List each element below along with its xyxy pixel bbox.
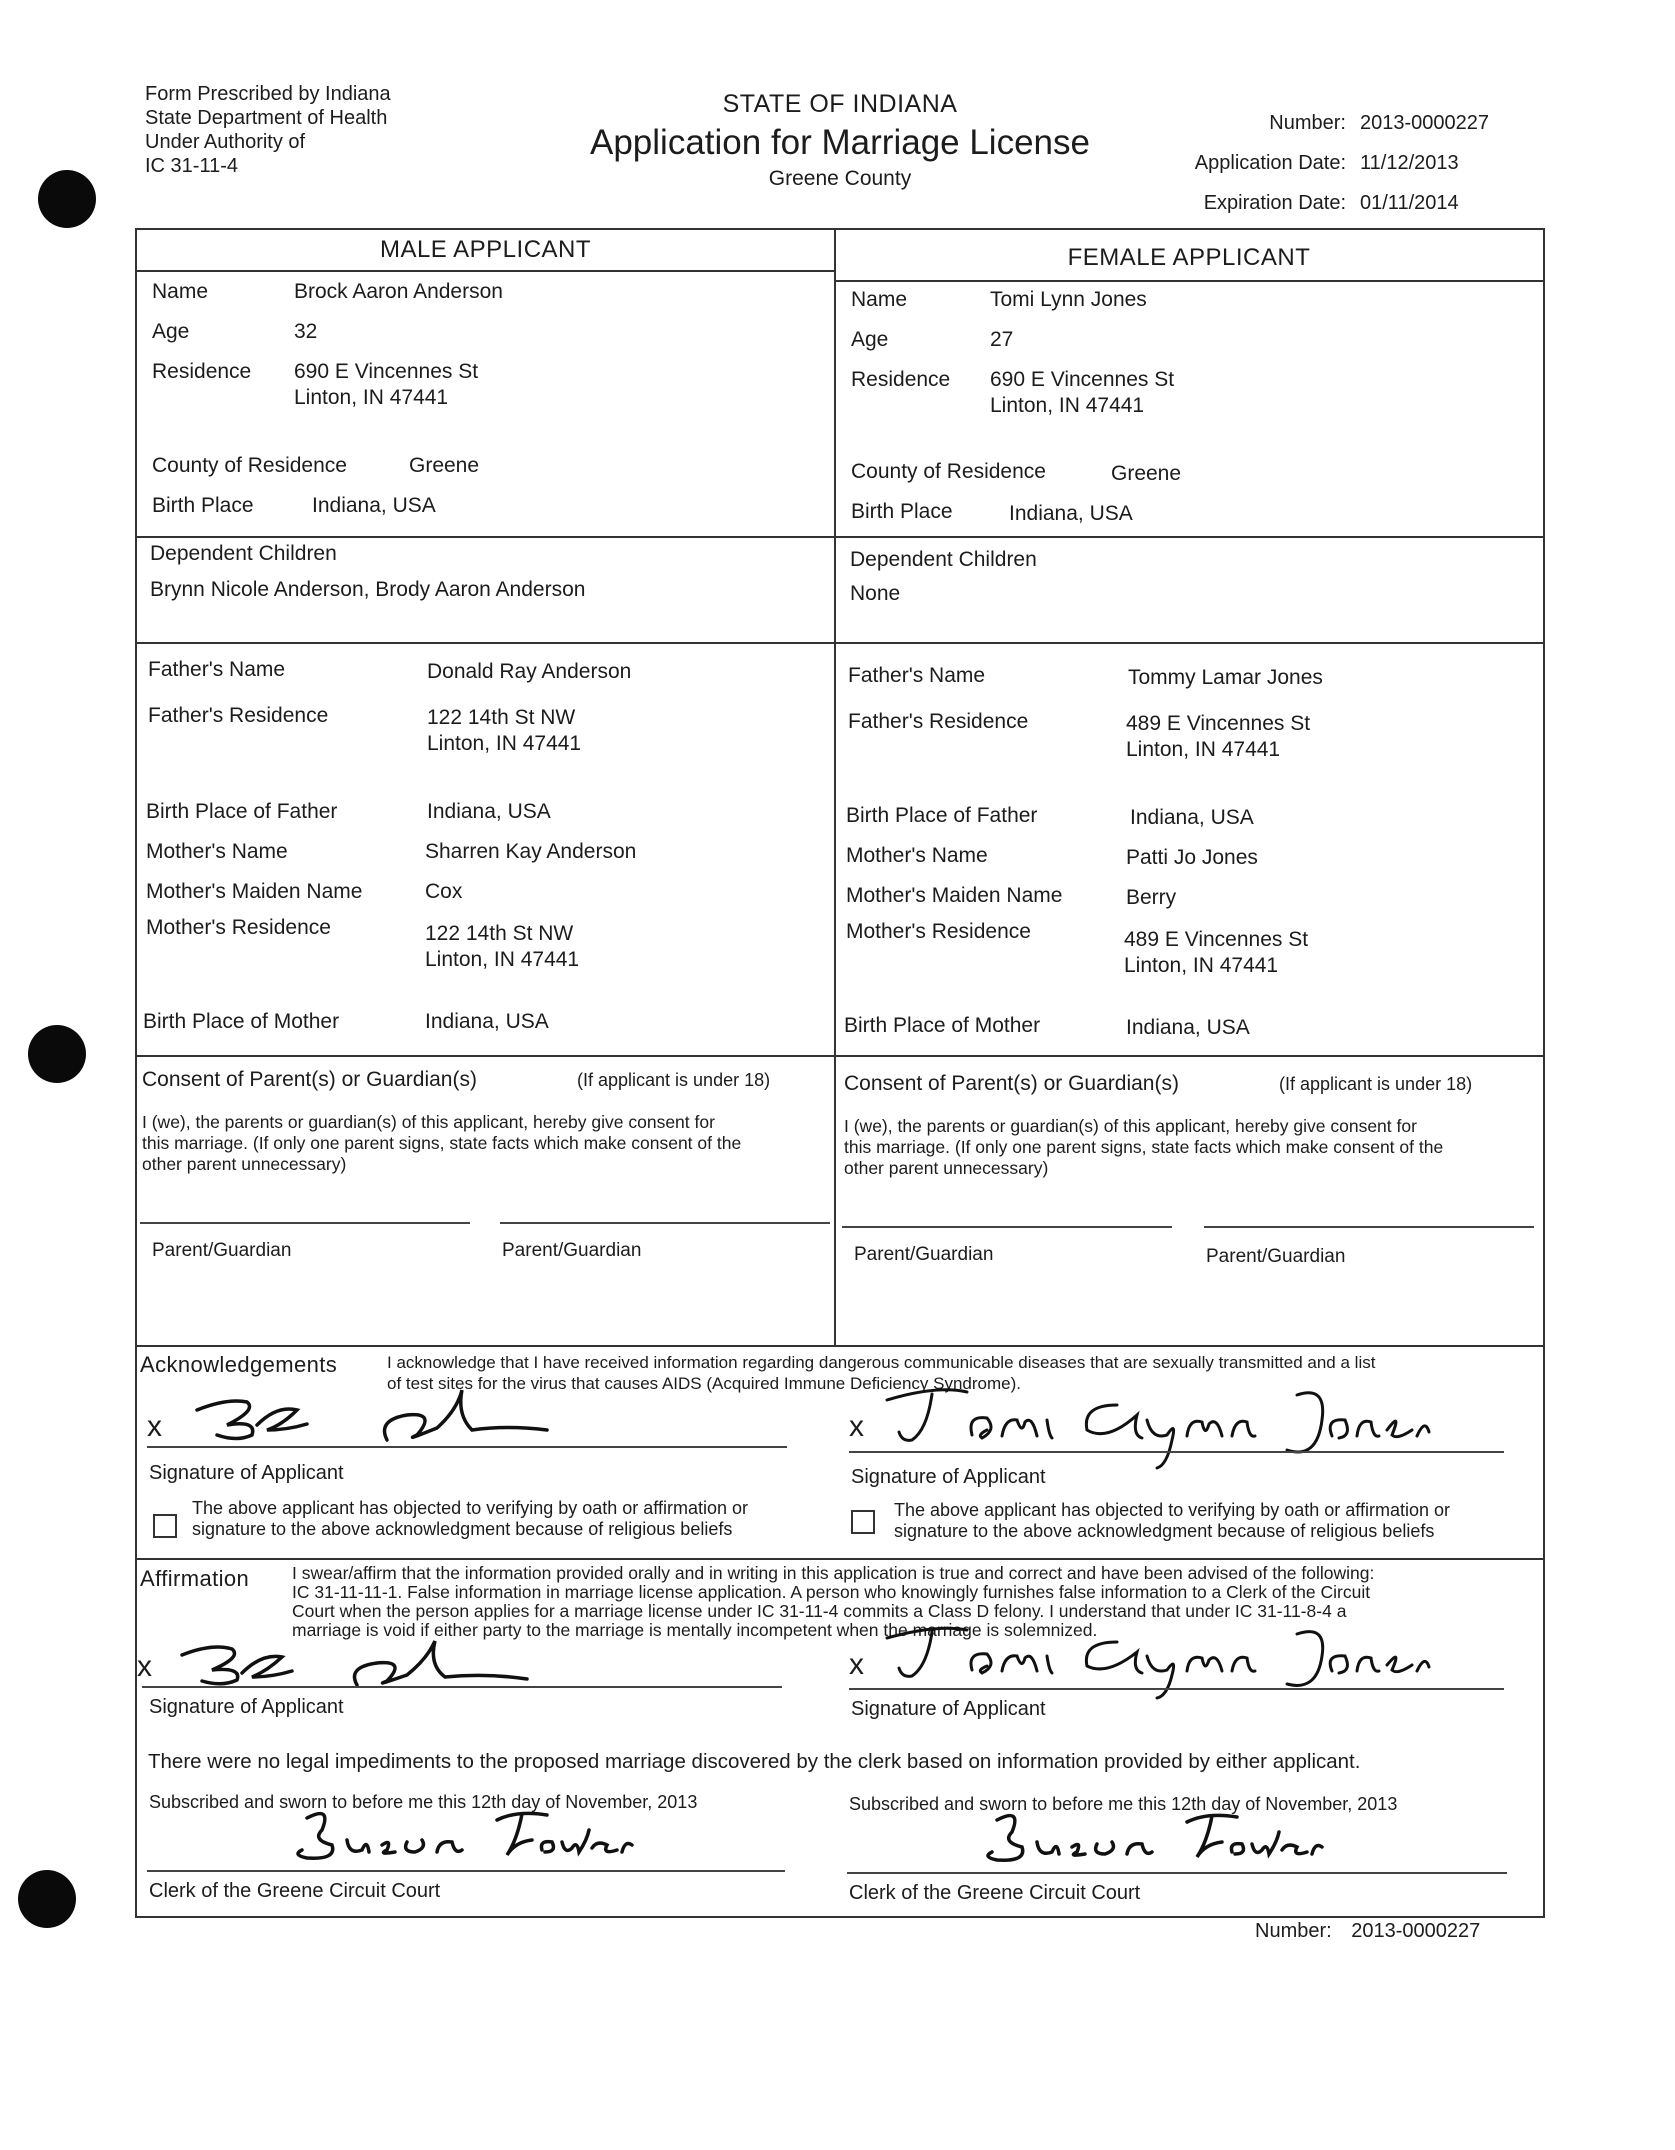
ack-text-line: of test sites for the virus that causes AIDS (Acquired Immune Deficiency Syndrome). bbox=[387, 1374, 1021, 1393]
female-birth-place-father: Indiana, USA bbox=[1130, 806, 1254, 829]
male-residence-line2: Linton, IN 47441 bbox=[294, 386, 449, 409]
form-line: Under Authority of bbox=[145, 131, 306, 153]
female-ack-signature-line bbox=[849, 1451, 1504, 1453]
male-ack-x-mark: x bbox=[147, 1410, 162, 1443]
affirmation-text-line: IC 31-11-11-1. False information in marriage license application. A person who knowingly furnishes false information to a Clerk of the Circuit bbox=[292, 1582, 1371, 1602]
affirmation-text-line: I swear/affirm that the information provided orally and in writing in this application is true and correct and have been advised of the following: bbox=[292, 1563, 1375, 1583]
male-fathers-residence-line2: Linton, IN 47441 bbox=[427, 732, 582, 755]
form-line: IC 31-11-4 bbox=[145, 155, 239, 177]
male-birth-place-father: Indiana, USA bbox=[427, 800, 551, 823]
female-mothers-residence-line2: Linton, IN 47441 bbox=[1124, 954, 1279, 977]
male-ack-signature-line bbox=[147, 1446, 787, 1448]
female-mothers-residence-label: Mother's Residence bbox=[846, 920, 1031, 943]
female-clerk-signature bbox=[967, 1802, 1327, 1872]
female-objection-checkbox[interactable] bbox=[851, 1510, 875, 1534]
female-mothers-maiden-name-label: Mother's Maiden Name bbox=[846, 884, 1063, 907]
male-dependent-children: Brynn Nicole Anderson, Brody Aaron Anderson bbox=[150, 578, 586, 601]
male-applicant-heading: MALE APPLICANT bbox=[379, 236, 592, 263]
male-mothers-residence-line2: Linton, IN 47441 bbox=[425, 948, 580, 971]
heading-rule-female bbox=[834, 280, 1544, 282]
male-parent-signature-line-1 bbox=[140, 1222, 470, 1224]
female-fathers-name-label: Father's Name bbox=[848, 664, 986, 687]
female-fathers-name: Tommy Lamar Jones bbox=[1128, 666, 1323, 689]
heading-rule bbox=[137, 270, 834, 272]
male-ack-signature-label: Signature of Applicant bbox=[149, 1462, 344, 1484]
county-name: Greene County bbox=[768, 167, 912, 190]
female-parent-signature-line-2 bbox=[1204, 1226, 1534, 1228]
female-ack-x-mark: x bbox=[849, 1410, 864, 1443]
female-subscribed-text: Subscribed and sworn to before me this 12th day of November, 2013 bbox=[849, 1794, 1398, 1814]
parents-rule bbox=[137, 642, 1543, 644]
consent-text-line: this marriage. (If only one parent signs, state facts which make consent of the bbox=[844, 1137, 1444, 1157]
number-label: Number: bbox=[1269, 111, 1346, 134]
female-ack-signature bbox=[877, 1380, 1437, 1470]
consent-text-line: other parent unnecessary) bbox=[844, 1158, 1049, 1178]
female-mothers-maiden-name: Berry bbox=[1126, 886, 1177, 909]
male-aff-signature-line bbox=[142, 1686, 782, 1688]
male-consent-text bbox=[142, 1112, 741, 1175]
male-consent-note: (If applicant is under 18) bbox=[577, 1070, 771, 1090]
female-birth-place-label: Birth Place bbox=[851, 500, 953, 523]
male-parent-guardian-label-1: Parent/Guardian bbox=[152, 1240, 292, 1261]
female-name: Tomi Lynn Jones bbox=[990, 288, 1147, 311]
male-consent-title: Consent of Parent(s) or Guardian(s) bbox=[142, 1068, 477, 1091]
female-aff-x-mark: x bbox=[849, 1648, 864, 1681]
female-residence-line1: 690 E Vincennes St bbox=[990, 368, 1175, 391]
consent-text-line: this marriage. (If only one parent signs, state facts which make consent of the bbox=[142, 1133, 742, 1153]
female-consent-title: Consent of Parent(s) or Guardian(s) bbox=[844, 1072, 1179, 1095]
footer-number bbox=[1255, 1920, 1480, 1943]
no-impediments-statement: There were no legal impediments to the proposed marriage discovered by the clerk based on information provided by either applicant. bbox=[148, 1750, 1361, 1773]
form-line: State Department of Health bbox=[145, 107, 388, 129]
document-header bbox=[540, 90, 1140, 191]
consent-text-line: I (we), the parents or guardian(s) of this applicant, hereby give consent for bbox=[142, 1112, 715, 1132]
male-clerk-signature-line bbox=[147, 1870, 785, 1872]
state-name: STATE OF INDIANA bbox=[722, 90, 958, 118]
affirmation-rule bbox=[137, 1558, 1543, 1560]
female-name-label: Name bbox=[851, 288, 908, 311]
footer-number-label: Number: bbox=[1255, 1920, 1332, 1942]
female-county-label: County of Residence bbox=[851, 460, 1046, 483]
form-line: Form Prescribed by Indiana bbox=[145, 83, 391, 105]
ack-text-line: I acknowledge that I have received information regarding dangerous communicable diseases that are sexually transmitted and a list bbox=[387, 1353, 1376, 1372]
male-fathers-residence-line1: 122 14th St NW bbox=[427, 706, 576, 729]
application-form bbox=[135, 228, 1545, 1918]
objection-text-line: The above applicant has objected to verifying by oath or affirmation or bbox=[894, 1500, 1450, 1520]
application-date: 11/12/2013 bbox=[1360, 151, 1459, 174]
objection-text-line: signature to the above acknowledgment because of religious beliefs bbox=[894, 1521, 1435, 1541]
objection-text-line: signature to the above acknowledgment because of religious beliefs bbox=[192, 1519, 733, 1539]
consent-text-line: I (we), the parents or guardian(s) of this applicant, hereby give consent for bbox=[844, 1116, 1417, 1136]
male-county-label: County of Residence bbox=[152, 454, 347, 477]
male-parent-guardian-label-2: Parent/Guardian bbox=[502, 1240, 642, 1261]
female-fathers-residence-line1: 489 E Vincennes St bbox=[1126, 712, 1311, 735]
children-rule bbox=[137, 536, 1543, 538]
document-title: Application for Marriage License bbox=[590, 123, 1090, 162]
male-birth-place-mother-label: Birth Place of Mother bbox=[143, 1010, 340, 1033]
male-mothers-residence-line1: 122 14th St NW bbox=[425, 922, 574, 945]
male-clerk-label: Clerk of the Greene Circuit Court bbox=[149, 1880, 441, 1902]
female-parent-signature-line-1 bbox=[842, 1226, 1172, 1228]
male-mothers-name: Sharren Kay Anderson bbox=[425, 840, 637, 863]
footer-number-value: 2013-0000227 bbox=[1351, 1920, 1481, 1942]
male-age: 32 bbox=[294, 320, 318, 343]
male-mothers-maiden-name-label: Mother's Maiden Name bbox=[146, 880, 363, 903]
male-birth-place-father-label: Birth Place of Father bbox=[146, 800, 338, 823]
center-divider bbox=[834, 230, 836, 1345]
female-aff-signature-label: Signature of Applicant bbox=[851, 1698, 1046, 1720]
expiration-date: 01/11/2014 bbox=[1360, 191, 1459, 214]
male-aff-signature-label: Signature of Applicant bbox=[149, 1696, 344, 1718]
female-ack-signature-label: Signature of Applicant bbox=[851, 1466, 1046, 1488]
female-objection-text bbox=[894, 1500, 1450, 1542]
acknowledgements-heading: Acknowledgements bbox=[140, 1352, 338, 1377]
male-birth-place-label: Birth Place bbox=[152, 494, 254, 517]
consent-text-line: other parent unnecessary) bbox=[142, 1154, 347, 1174]
male-age-label: Age bbox=[152, 320, 190, 343]
female-clerk-signature-line bbox=[847, 1872, 1507, 1874]
male-ack-signature bbox=[187, 1380, 567, 1450]
male-fathers-name: Donald Ray Anderson bbox=[427, 660, 632, 683]
male-parent-signature-line-2 bbox=[500, 1222, 830, 1224]
female-age-label: Age bbox=[851, 328, 889, 351]
punch-hole-top bbox=[38, 170, 96, 228]
female-birth-place-mother: Indiana, USA bbox=[1126, 1016, 1250, 1039]
female-fathers-residence-line2: Linton, IN 47441 bbox=[1126, 738, 1281, 761]
female-fathers-residence-label: Father's Residence bbox=[848, 710, 1029, 733]
male-mothers-residence-label: Mother's Residence bbox=[146, 916, 331, 939]
female-birth-place-father-label: Birth Place of Father bbox=[846, 804, 1038, 827]
ack-rule bbox=[137, 1345, 1543, 1347]
male-name-label: Name bbox=[152, 280, 209, 303]
male-subscribed-text: Subscribed and sworn to before me this 12th day of November, 2013 bbox=[149, 1792, 698, 1812]
male-fathers-residence-label: Father's Residence bbox=[148, 704, 329, 727]
application-info bbox=[1150, 103, 1530, 223]
female-birth-place: Indiana, USA bbox=[1009, 502, 1133, 525]
female-residence-line2: Linton, IN 47441 bbox=[990, 394, 1145, 417]
female-county: Greene bbox=[1111, 462, 1182, 485]
female-dependent-children: None bbox=[850, 582, 901, 605]
male-residence-line1: 690 E Vincennes St bbox=[294, 360, 479, 383]
male-mothers-maiden-name: Cox bbox=[425, 880, 463, 903]
male-clerk-signature bbox=[277, 1800, 637, 1870]
punch-hole-bottom bbox=[18, 1870, 76, 1928]
female-residence-label: Residence bbox=[851, 368, 951, 391]
affirmation-heading: Affirmation bbox=[140, 1566, 250, 1591]
female-birth-place-mother-label: Birth Place of Mother bbox=[844, 1014, 1041, 1037]
objection-text-line: The above applicant has objected to verifying by oath or affirmation or bbox=[192, 1498, 748, 1518]
male-name: Brock Aaron Anderson bbox=[294, 280, 503, 303]
male-mothers-name-label: Mother's Name bbox=[146, 840, 288, 863]
female-age: 27 bbox=[990, 328, 1014, 351]
male-county: Greene bbox=[409, 454, 480, 477]
male-objection-checkbox[interactable] bbox=[153, 1514, 177, 1538]
consent-rule bbox=[137, 1055, 1543, 1057]
female-parent-guardian-label-2: Parent/Guardian bbox=[1206, 1246, 1346, 1267]
application-date-label: Application Date: bbox=[1194, 151, 1346, 174]
female-consent-note: (If applicant is under 18) bbox=[1279, 1074, 1473, 1094]
form-authority bbox=[145, 82, 391, 178]
affirmation-text-line: Court when the person applies for a marriage license under IC 31-11-4 commits a Class D felony. I understand that under IC 31-11-8-4 a bbox=[292, 1601, 1347, 1621]
female-mothers-name-label: Mother's Name bbox=[846, 844, 988, 867]
male-fathers-name-label: Father's Name bbox=[148, 658, 286, 681]
female-mothers-name: Patti Jo Jones bbox=[1126, 846, 1258, 869]
punch-hole-middle bbox=[28, 1025, 86, 1083]
male-birth-place: Indiana, USA bbox=[312, 494, 436, 517]
female-dependent-children-label: Dependent Children bbox=[850, 548, 1037, 571]
male-dependent-children-label: Dependent Children bbox=[150, 542, 337, 565]
male-birth-place-mother: Indiana, USA bbox=[425, 1010, 549, 1033]
application-number: 2013-0000227 bbox=[1360, 111, 1490, 134]
female-applicant-heading: FEMALE APPLICANT bbox=[1067, 244, 1311, 271]
female-aff-signature-line bbox=[849, 1688, 1504, 1690]
male-aff-x-mark: x bbox=[137, 1650, 152, 1683]
female-clerk-label: Clerk of the Greene Circuit Court bbox=[849, 1882, 1141, 1904]
female-parent-guardian-label-1: Parent/Guardian bbox=[854, 1244, 994, 1265]
female-mothers-residence-line1: 489 E Vincennes St bbox=[1124, 928, 1309, 951]
female-consent-text bbox=[844, 1116, 1443, 1179]
male-residence-label: Residence bbox=[152, 360, 252, 383]
affirmation-text-line: marriage is void if either party to the marriage is mentally incompetent when the marriage is solemnized. bbox=[292, 1620, 1098, 1640]
expiration-date-label: Expiration Date: bbox=[1203, 191, 1346, 214]
male-objection-text bbox=[192, 1498, 748, 1540]
